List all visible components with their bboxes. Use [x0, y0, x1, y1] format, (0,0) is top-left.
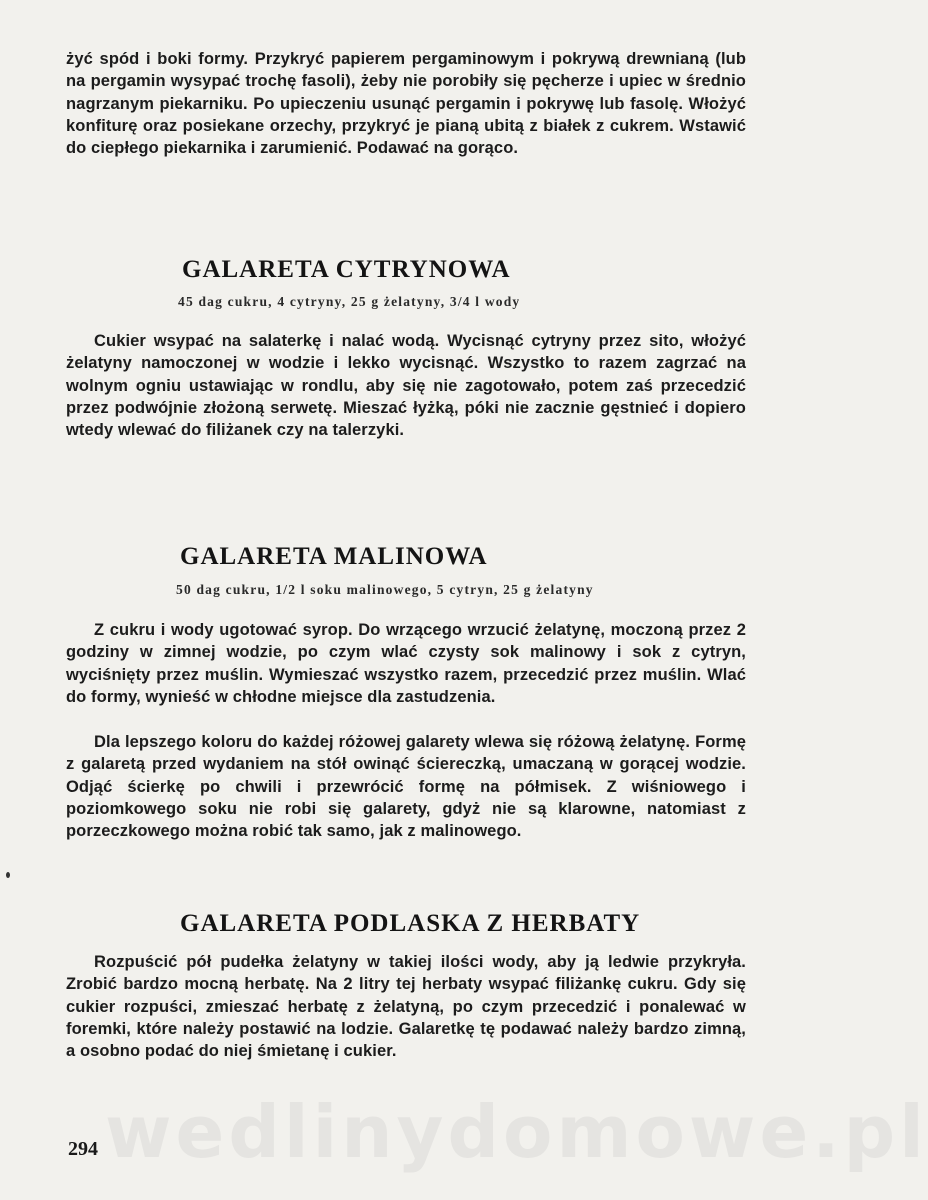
print-speck	[6, 872, 10, 878]
recipe-title-malinowa: GALARETA MALINOWA	[180, 543, 488, 570]
recipe-body-podlaska: Rozpuścić pół pudełka żelatyny w takiej ilości wody, aby ją ledwie przykryła. Zrobić bardzo mocną herbatę. Na 2 litry tej herbaty wsypać filiżankę cukru. Gdy się cukier rozpuści, zmieszać herbatę z żelatyną, po czym przecedzić i ponalewać w foremki, które należy postawić na lodzie. Galaretkę tę podawać należy bardzo zimną, a osobno podać do niej śmietanę i cukier.	[66, 953, 746, 1061]
recipe-title-cytrynowa: GALARETA CYTRYNOWA	[182, 256, 511, 283]
ingredients-malinowa: 50 dag cukru, 1/2 l soku malinowego, 5 cytryn, 25 g żelatyny	[176, 582, 594, 597]
recipe-body-malinowa-2: Dla lepszego koloru do każdej różowej galarety wlewa się różową żelatynę. Formę z galaretą przed wydaniem na stół owinąć ściereczką, umaczaną w gorącej wodzie. Odjąć ścierkę po chwili i przewrócić formę na półmisek. Z wiśniowego i poziomkowego soku nie robi się galarety, gdyż nie są klarowne, natomiast z porzeczkowego można robić tak samo, jak z malinowego.	[66, 733, 746, 841]
page-number: 294	[68, 1138, 98, 1160]
watermark: wedlinydomowe.pl	[105, 1090, 928, 1174]
recipe-body-cytrynowa: Cukier wsypać na salaterkę i nalać wodą. Wycisnąć cytryny przez sito, włożyć żelatyny namoczonej w wodzie i lekko wycisnąć. Wszystko to razem zagrzać na wolnym ogniu ustawiając w rondlu, aby się nie zagotowało, potem zaś przecedzić przez podwójnie złożoną serwetę. Mieszać łyżką, póki nie zacznie gęstnieć i dopiero wtedy wlewać do filiżanek czy na talerzyki.	[66, 332, 746, 440]
recipe-title-podlaska: GALARETA PODLASKA Z HERBATY	[180, 910, 641, 937]
intro-paragraph: żyć spód i boki formy. Przykryć papierem pergaminowym i pokrywą drewnianą (lub na pergamin wysypać trochę fasoli), żeby nie porobiły się pęcherze i upiec w średnio nagrzanym piekarniku. Po upieczeniu usunąć pergamin i pokrywę lub fasolę. Włożyć konfiturę oraz posiekane orzechy, przykryć je pianą ubitą z białek z cukrem. Wstawić do ciepłego piekarnika i zarumienić. Podawać na gorąco.	[66, 50, 746, 158]
recipe-body-malinowa-1: Z cukru i wody ugotować syrop. Do wrzącego wrzucić żelatynę, moczoną przez 2 godziny w zimnej wodzie, po czym wlać czysty sok malinowy i sok z cytryn, wyciśnięty przez muślin. Wymieszać wszystko razem, przecedzić przez muślin. Wlać do formy, wynieść w chłodne miejsce dla zastudzenia.	[66, 621, 746, 706]
ingredients-cytrynowa: 45 dag cukru, 4 cytryny, 25 g żelatyny, 3/4 l wody	[178, 294, 521, 309]
